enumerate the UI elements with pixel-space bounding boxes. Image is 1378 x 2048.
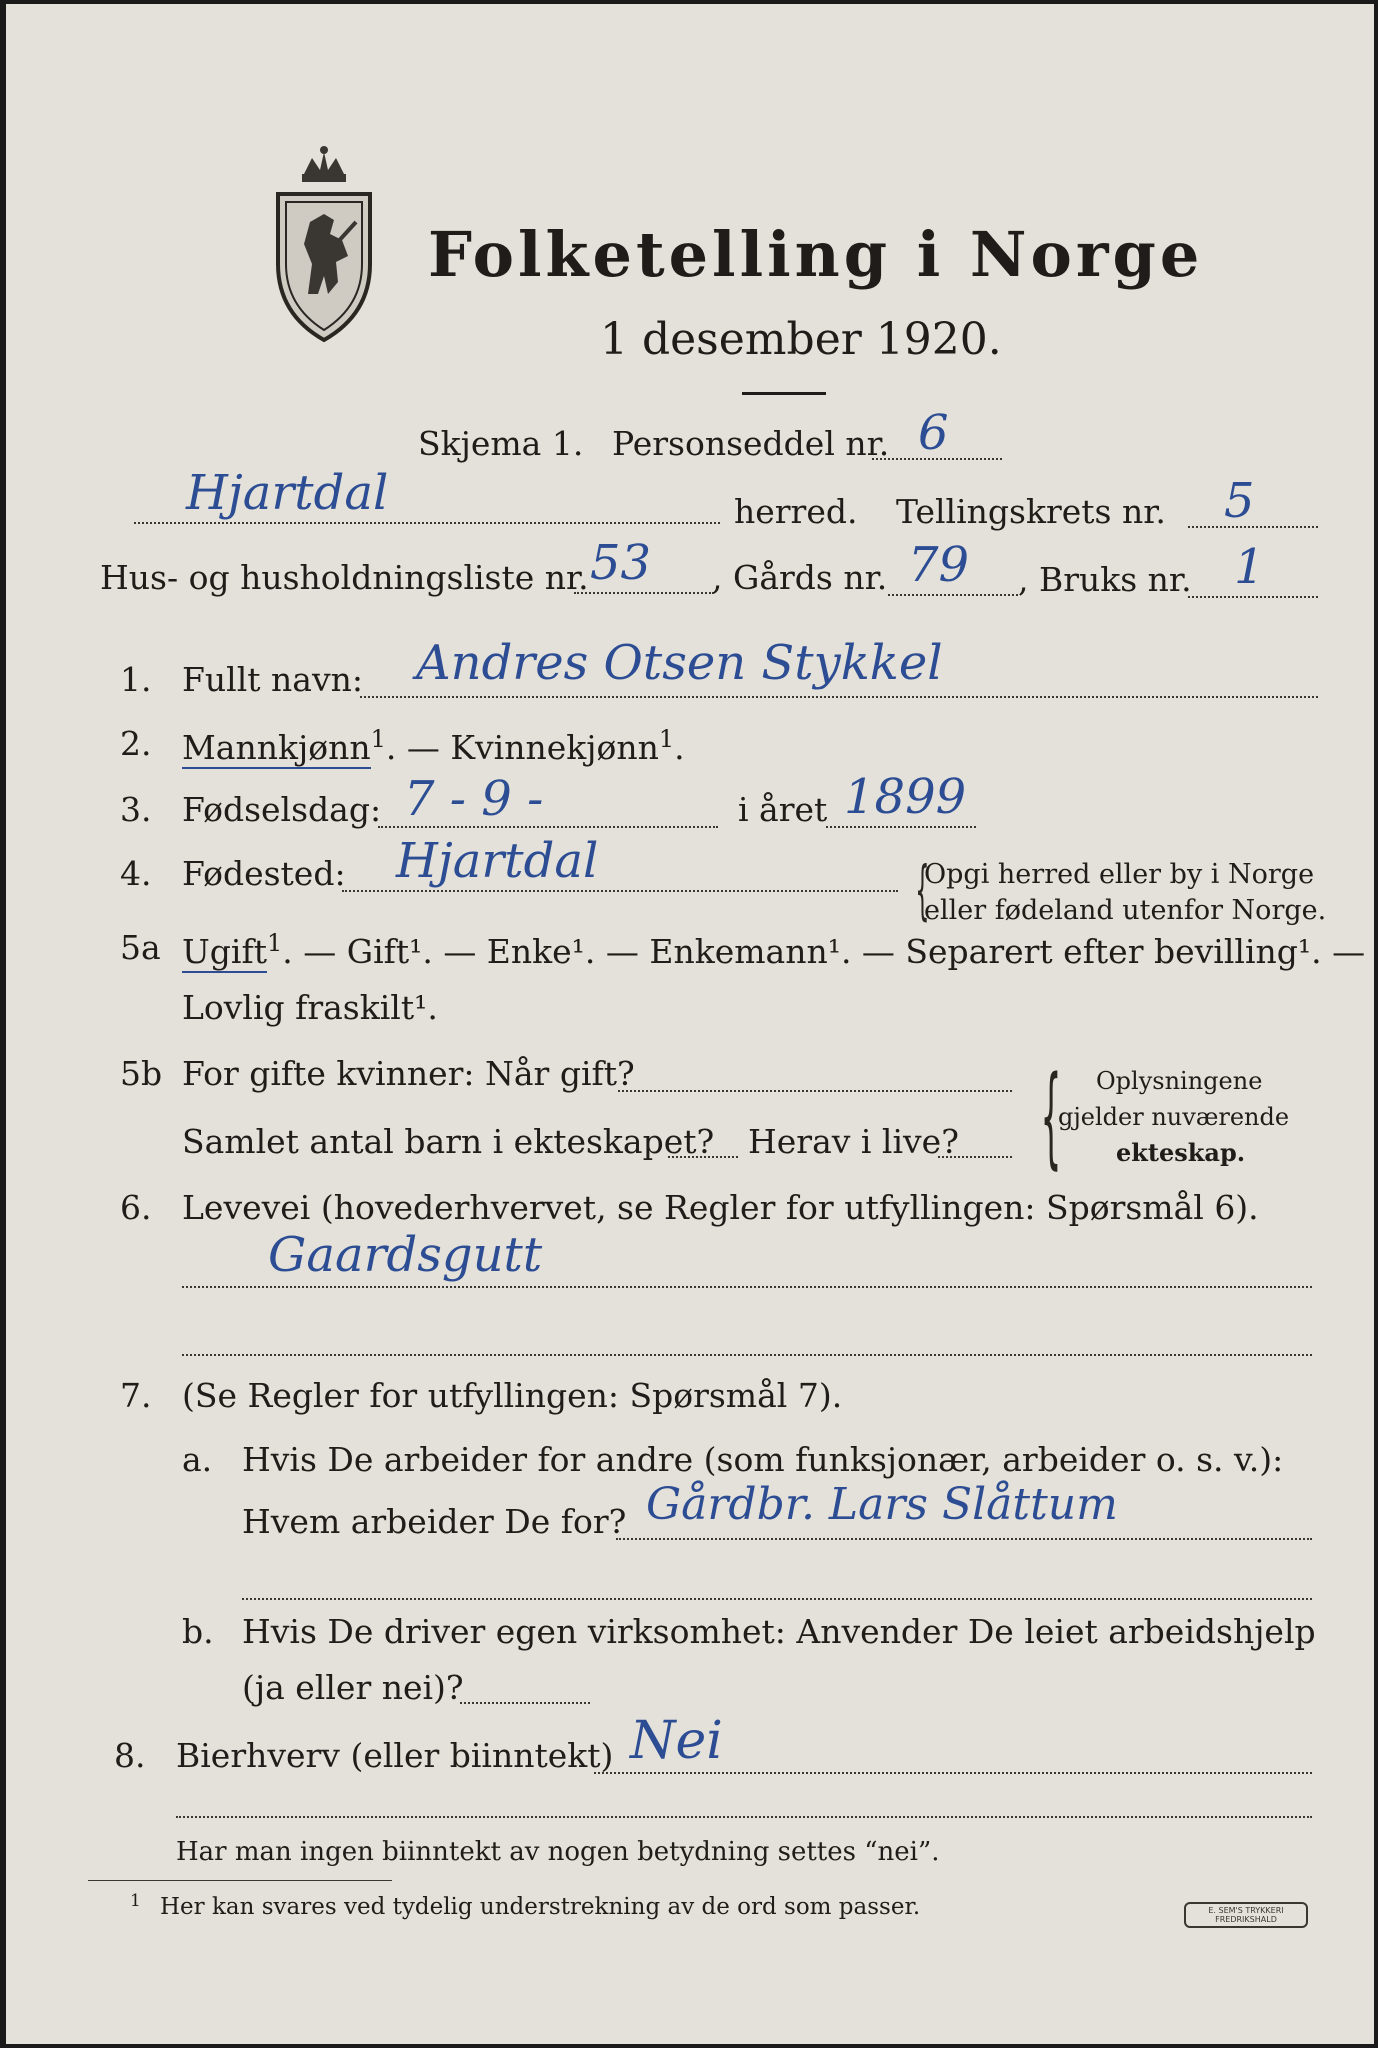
census-form	[6, 4, 1374, 2044]
birth-year-value: 1899	[844, 769, 967, 825]
q6-number: 6.	[120, 1188, 152, 1227]
q4-note-brace: {	[915, 854, 930, 928]
q5a-other-options[interactable]: . — Gift¹. — Enke¹. — Enkemann¹. — Separert efter bevilling¹. —	[282, 932, 1366, 971]
norwegian-coat-of-arms-icon	[264, 144, 384, 344]
q6-label: Levevei (hovederhvervet, se Regler for utfyllingen: Spørsmål 6).	[182, 1188, 1259, 1227]
q3-label: Fødselsdag:	[182, 790, 382, 829]
employer-field-2[interactable]	[242, 1598, 1312, 1600]
q5a-number: 5a	[120, 928, 161, 967]
option-kvinnekjonn[interactable]: Kvinnekjønn	[450, 728, 659, 767]
gaards-label: , Gårds nr.	[712, 558, 888, 597]
nei-instruction: Har man ingen biinntekt av nogen betydning settes “nei”.	[176, 1837, 940, 1867]
q4-number: 4.	[120, 854, 152, 893]
hired-help-field[interactable]	[460, 1702, 590, 1704]
gaards-value: 79	[908, 537, 970, 593]
birthday-value: 7 - 9 -	[404, 771, 544, 827]
q5b-children-label: Samlet antal barn i ekteskapet?	[182, 1122, 715, 1161]
q5b-alive-label: Herav i live?	[748, 1122, 959, 1161]
q7a-line2: Hvem arbeider De for?	[242, 1502, 627, 1541]
occupation-field[interactable]	[182, 1286, 1312, 1288]
personseddel-label: Personseddel nr.	[612, 424, 890, 463]
form-title: Folketelling i Norge	[428, 218, 1204, 291]
year-label: i året	[738, 790, 828, 829]
q7b-line1: Hvis De driver egen virksomhet: Anvender De leiet arbeidshjelp	[242, 1612, 1316, 1651]
bruks-value: 1	[1234, 539, 1265, 595]
printer-stamp: E. SEM'S TRYKKERI FREDRIKSHALD	[1184, 1902, 1308, 1928]
occupation-value: Gaardsgutt	[268, 1227, 543, 1283]
q5b-note-line1: Oplysningene	[1096, 1067, 1263, 1095]
footnote-divider	[88, 1880, 392, 1881]
herred-label: herred.	[734, 492, 858, 531]
option-ugift[interactable]: Ugift	[182, 932, 267, 971]
children-alive-field[interactable]	[938, 1156, 1012, 1158]
employer-field[interactable]	[616, 1538, 1312, 1540]
q5b-note-line3: ekteskap.	[1116, 1138, 1246, 1167]
q7a-line1: Hvis De arbeider for andre (som funksjonær, arbeider o. s. v.):	[242, 1440, 1284, 1479]
q5b-note-brace: {	[1040, 1052, 1062, 1180]
q5b-number: 5b	[120, 1054, 163, 1093]
census-date: 1 desember 1920.	[600, 314, 1002, 365]
option-mannkjonn[interactable]: Mannkjønn	[182, 728, 371, 767]
q4-label: Fødested:	[182, 854, 346, 893]
q5b-note-line2: gjelder nuværende	[1058, 1103, 1290, 1131]
full-name-value: Andres Otsen Stykkel	[416, 635, 943, 691]
employer-value: Gårdbr. Lars Slåttum	[646, 1479, 1118, 1530]
herred-value: Hjartdal	[186, 465, 389, 521]
q5a-line2[interactable]: Lovlig fraskilt¹.	[182, 988, 438, 1027]
tellingskrets-label: Tellingskrets nr.	[896, 492, 1166, 531]
tellingskrets-value: 5	[1224, 473, 1255, 529]
q2-options: Mannkjønn$^1$. — Kvinnekjønn$^1$.	[182, 725, 685, 767]
full-name-field[interactable]	[360, 696, 1318, 698]
q5a-options: Ugift$^1$. — Gift¹. — Enke¹. — Enkemann¹. — Separert efter bevilling¹. —	[182, 929, 1366, 971]
husliste-label: Hus- og husholdningsliste nr.	[100, 558, 589, 597]
q7a-letter: a.	[182, 1440, 213, 1479]
skjema-label: Skjema 1.	[418, 424, 584, 463]
birthplace-field[interactable]	[342, 890, 898, 892]
bruks-field[interactable]	[1188, 596, 1318, 598]
title-divider	[742, 392, 826, 395]
birthplace-value: Hjartdal	[396, 833, 599, 889]
q7-number: 7.	[120, 1376, 152, 1415]
q7-label: (Se Regler for utfyllingen: Spørsmål 7).	[182, 1376, 843, 1415]
birth-year-field[interactable]	[826, 826, 976, 828]
q8-label: Bierhverv (eller biinntekt)	[176, 1736, 614, 1775]
footnote-mark: 1	[130, 1891, 141, 1911]
q4-note-line1: Opgi herred eller by i Norge	[924, 859, 1315, 890]
q3-number: 3.	[120, 790, 152, 829]
q1-number: 1.	[120, 660, 152, 699]
children-total-field[interactable]	[668, 1156, 738, 1158]
q8-number: 8.	[114, 1736, 146, 1775]
q4-note-line2: eller fødeland utenfor Norge.	[924, 895, 1327, 926]
married-when-field[interactable]	[618, 1090, 1012, 1092]
q1-label: Fullt navn:	[182, 660, 363, 699]
q2-number: 2.	[120, 724, 152, 763]
q7b-letter: b.	[182, 1612, 214, 1651]
husliste-field[interactable]	[574, 592, 714, 594]
secondary-income-field[interactable]	[594, 1772, 1312, 1774]
personseddel-value: 6	[918, 405, 949, 461]
gaards-field[interactable]	[888, 594, 1018, 596]
footnote-text: Her kan svares ved tydelig understrekning av de ord som passer.	[160, 1894, 921, 1920]
secondary-income-value: Nei	[630, 1711, 723, 1771]
herred-field[interactable]	[134, 522, 720, 524]
bruks-label: , Bruks nr.	[1018, 560, 1192, 599]
q7b-line2: (ja eller nei)?	[242, 1668, 464, 1707]
husliste-value: 53	[590, 535, 652, 591]
q5b-line1: For gifte kvinner: Når gift?	[182, 1054, 635, 1093]
secondary-income-field-2[interactable]	[176, 1816, 1312, 1818]
occupation-field-2[interactable]	[182, 1354, 1312, 1356]
